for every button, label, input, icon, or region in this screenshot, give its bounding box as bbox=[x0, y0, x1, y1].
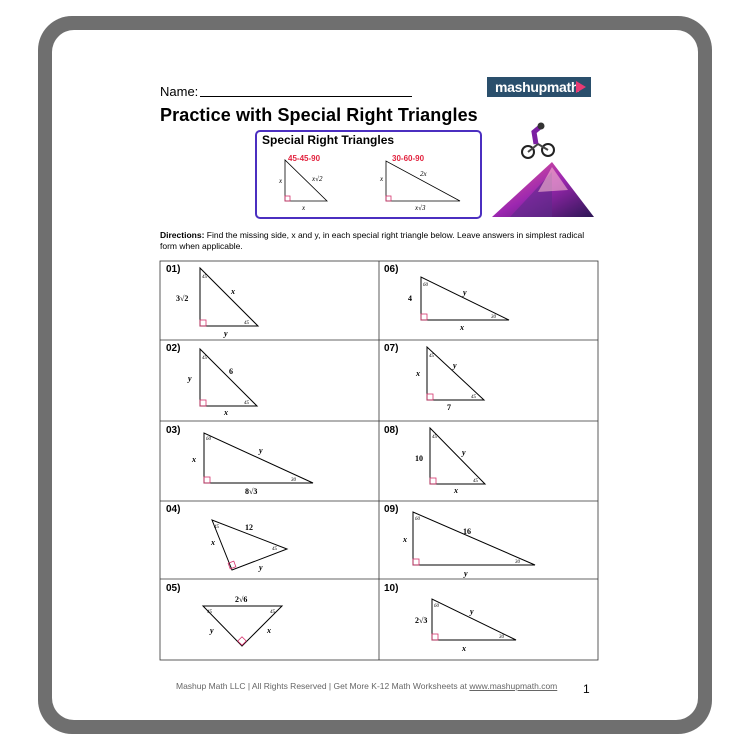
p02-given: 6 bbox=[229, 367, 233, 376]
triangle-08 bbox=[430, 428, 485, 484]
angle-label: 30 bbox=[291, 478, 296, 483]
triangle-09 bbox=[413, 512, 535, 565]
angle-label: 45 bbox=[272, 547, 277, 552]
problem-number: 02) bbox=[166, 343, 181, 354]
angle-label: 45 bbox=[270, 610, 275, 615]
p03-given: 8√3 bbox=[245, 487, 258, 496]
angle-label: 45 bbox=[432, 435, 437, 440]
triangle-02 bbox=[200, 349, 257, 406]
p05-given: 2√6 bbox=[235, 595, 248, 604]
problem-number: 10) bbox=[384, 583, 399, 594]
p10-side-a: y bbox=[470, 607, 474, 616]
triangle-03 bbox=[204, 433, 313, 483]
problem-number: 09) bbox=[384, 504, 399, 515]
problem-number: 06) bbox=[384, 264, 399, 275]
problem-number: 03) bbox=[166, 425, 181, 436]
angle-label: 45 bbox=[214, 525, 219, 530]
reference-title: Special Right Triangles bbox=[262, 133, 395, 147]
p04-side-b: y bbox=[259, 563, 263, 572]
problem-number: 08) bbox=[384, 425, 399, 436]
footer-link[interactable]: www.mashupmath.com bbox=[469, 681, 558, 691]
p06-side-b: x bbox=[460, 323, 464, 332]
p02-side-a: y bbox=[188, 374, 192, 383]
ref-45-side: x bbox=[279, 177, 283, 185]
problem-number: 01) bbox=[166, 264, 181, 275]
p05-side-b: x bbox=[267, 626, 271, 635]
p05-side-a: y bbox=[210, 626, 214, 635]
p02-side-b: x bbox=[224, 408, 228, 417]
angle-label: 60 bbox=[423, 283, 428, 288]
triangle-07 bbox=[427, 347, 484, 400]
p01-side-a: x bbox=[231, 287, 235, 296]
name-label: Name: bbox=[160, 84, 199, 99]
directions-text: Find the missing side, x and y, in each special right triangle below. Leave answers in simplest radical form when applicable. bbox=[160, 230, 585, 251]
page-number: 1 bbox=[583, 682, 590, 696]
p09-side-b: y bbox=[464, 569, 468, 578]
footer-text: Mashup Math LLC | All Rights Reserved | Get More K-12 Math Worksheets at bbox=[176, 681, 470, 691]
page-title: Practice with Special Right Triangles bbox=[160, 105, 478, 125]
p04-side-a: x bbox=[211, 538, 215, 547]
ref-30-side: x bbox=[380, 175, 384, 183]
ref-triangle-30 bbox=[386, 161, 460, 201]
p08-side-a: y bbox=[462, 448, 466, 457]
angle-label: 30 bbox=[491, 315, 496, 320]
triangle-01 bbox=[200, 268, 258, 326]
angle-label: 45 bbox=[244, 401, 249, 406]
p09-side-a: x bbox=[403, 535, 407, 544]
p03-side-a: x bbox=[192, 455, 196, 464]
angle-label: 45 bbox=[429, 354, 434, 359]
angle-label: 45 bbox=[471, 395, 476, 400]
p10-given: 2√3 bbox=[415, 616, 428, 625]
angle-label: 30 bbox=[499, 635, 504, 640]
p01-given: 3√2 bbox=[176, 294, 189, 303]
p01-side-b: y bbox=[224, 329, 228, 338]
p08-side-b: x bbox=[454, 486, 458, 495]
p06-given: 4 bbox=[408, 294, 412, 303]
ref-30-hyp: 2x bbox=[420, 170, 427, 178]
p04-given: 12 bbox=[245, 523, 253, 532]
p07-given: 7 bbox=[447, 403, 451, 412]
angle-label: 60 bbox=[206, 437, 211, 442]
ref-30-label: 30-60-90 bbox=[392, 154, 425, 163]
p07-side-a: x bbox=[416, 369, 420, 378]
angle-label: 45 bbox=[244, 321, 249, 326]
ref-45-label: 45-45-90 bbox=[288, 154, 321, 163]
p08-given: 10 bbox=[415, 454, 423, 463]
brand-text: mashupmath bbox=[495, 79, 580, 95]
problem-number: 07) bbox=[384, 343, 399, 354]
problem-grid bbox=[160, 261, 598, 660]
problem-number: 04) bbox=[166, 504, 181, 515]
angle-label: 45 bbox=[202, 275, 207, 280]
angle-label: 45 bbox=[473, 479, 478, 484]
problem-number: 05) bbox=[166, 583, 181, 594]
ref-45-hyp: x√2 bbox=[312, 175, 323, 183]
triangle-10 bbox=[432, 599, 516, 640]
footer bbox=[176, 681, 557, 691]
angle-label: 60 bbox=[434, 604, 439, 609]
directions-label: Directions: bbox=[160, 230, 205, 240]
p06-side-a: y bbox=[463, 288, 467, 297]
p03-side-b: y bbox=[259, 446, 263, 455]
angle-label: 45 bbox=[202, 356, 207, 361]
angle-label: 30 bbox=[515, 560, 520, 565]
p07-side-b: y bbox=[453, 361, 457, 370]
p10-side-b: x bbox=[462, 644, 466, 653]
p09-given: 16 bbox=[463, 527, 471, 536]
ref-45-bottom: x bbox=[302, 204, 306, 212]
angle-label: 60 bbox=[415, 517, 420, 522]
angle-label: 45 bbox=[207, 610, 212, 615]
ref-30-bottom: x√3 bbox=[415, 204, 426, 212]
triangle-06 bbox=[421, 277, 509, 320]
